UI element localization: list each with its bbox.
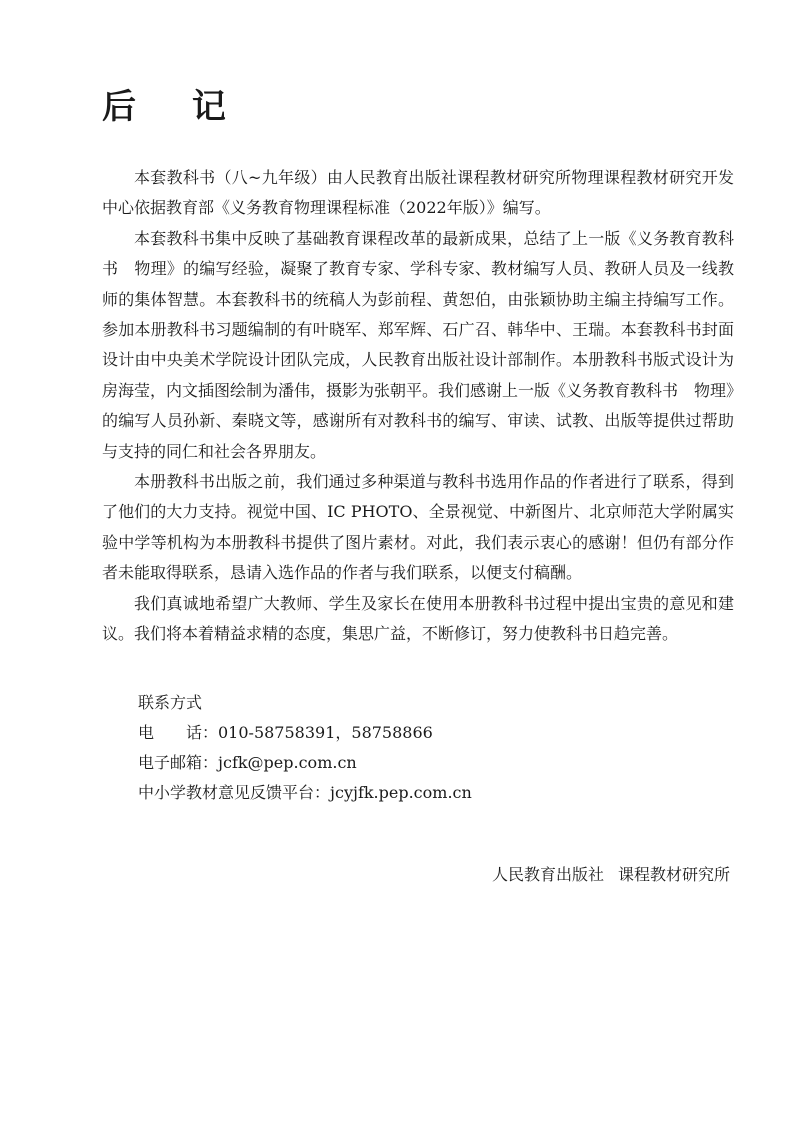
email-value: ：jcfk@pep.com.cn xyxy=(202,753,357,772)
phone-label xyxy=(138,718,202,748)
contact-feedback-platform xyxy=(138,778,472,808)
contact-section xyxy=(138,688,472,808)
email-label: 电子邮箱 xyxy=(138,753,203,772)
publisher-institute: 课程教材研究所 xyxy=(617,865,730,884)
paragraph-acknowledgement-images: 本册教科书出版之前，我们通过多种渠道与教科书选用作品的作者进行了联系，得到了他们的大力支持。视觉中国、IC PHOTO、全景视觉、中新图片、北京师范大学附属实验中学等机构为本册教科书提供了图片素材。对此，我们表示衷心的感谢！但仍有部分作者未能取得联系，恳请入选作品的作者与我们联系，以便支付稿酬。 xyxy=(102,472,734,583)
publisher-signature xyxy=(492,862,730,888)
paragraph-feedback-request: 我们真诚地希望广大教师、学生及家长在使用本册教科书过程中提出宝贵的意见和建议。我们将本着精益求精的态度，集思广益，不断修订，努力使教科书日趋完善。 xyxy=(102,593,734,644)
feedback-value: ：jcyjfk.pep.com.cn xyxy=(314,783,472,802)
feedback-label: 中小学教材意见反馈平台 xyxy=(138,783,315,802)
paragraph-acknowledgement-authors: 本套教科书集中反映了基础教育课程改革的最新成果，总结了上一版《义务教育教科书 物理》的编写经验，凝聚了教育专家、学科专家、教材编写人员、教研人员及一线教师的集体智慧。本套教科书的统稿人为彭前程、黄恕伯，由张颖协助主编主持编写工作。参加本册教科书习题编制的有叶晓军、郑军辉、石广召、韩华中、王瑞。本套教科书封面设计由中央美术学院设计团队完成，人民教育出版社设计部制作。本册教科书版式设计为房海莹，内文插图绘制为潘伟，摄影为张朝平。我们感谢上一版《义务教育教科书 物理》的编写人员孙新、秦晓文等，感谢所有对教科书的编写、审读、试教、出版等提供过帮助与支持的同仁和社会各界朋友。 xyxy=(102,228,735,461)
paragraph-intro: 本套教科书（八~九年级）由人民教育出版社课程教材研究所物理课程教材研究开发中心依据教育部《义务教育物理课程标准（2022年版）》编写。 xyxy=(102,168,734,218)
phone-value: ：010-58758391，58758866 xyxy=(202,723,433,742)
phone-label-char-1: 电 xyxy=(138,723,155,742)
contact-phone xyxy=(138,718,472,748)
contact-email xyxy=(138,748,472,778)
publisher-press: 人民教育出版社 xyxy=(491,865,604,884)
contact-heading: 联系方式 xyxy=(138,693,203,712)
page-title: 后 记 xyxy=(102,87,248,127)
phone-label-char-2: 话 xyxy=(185,723,202,742)
afterword-body xyxy=(102,163,734,650)
